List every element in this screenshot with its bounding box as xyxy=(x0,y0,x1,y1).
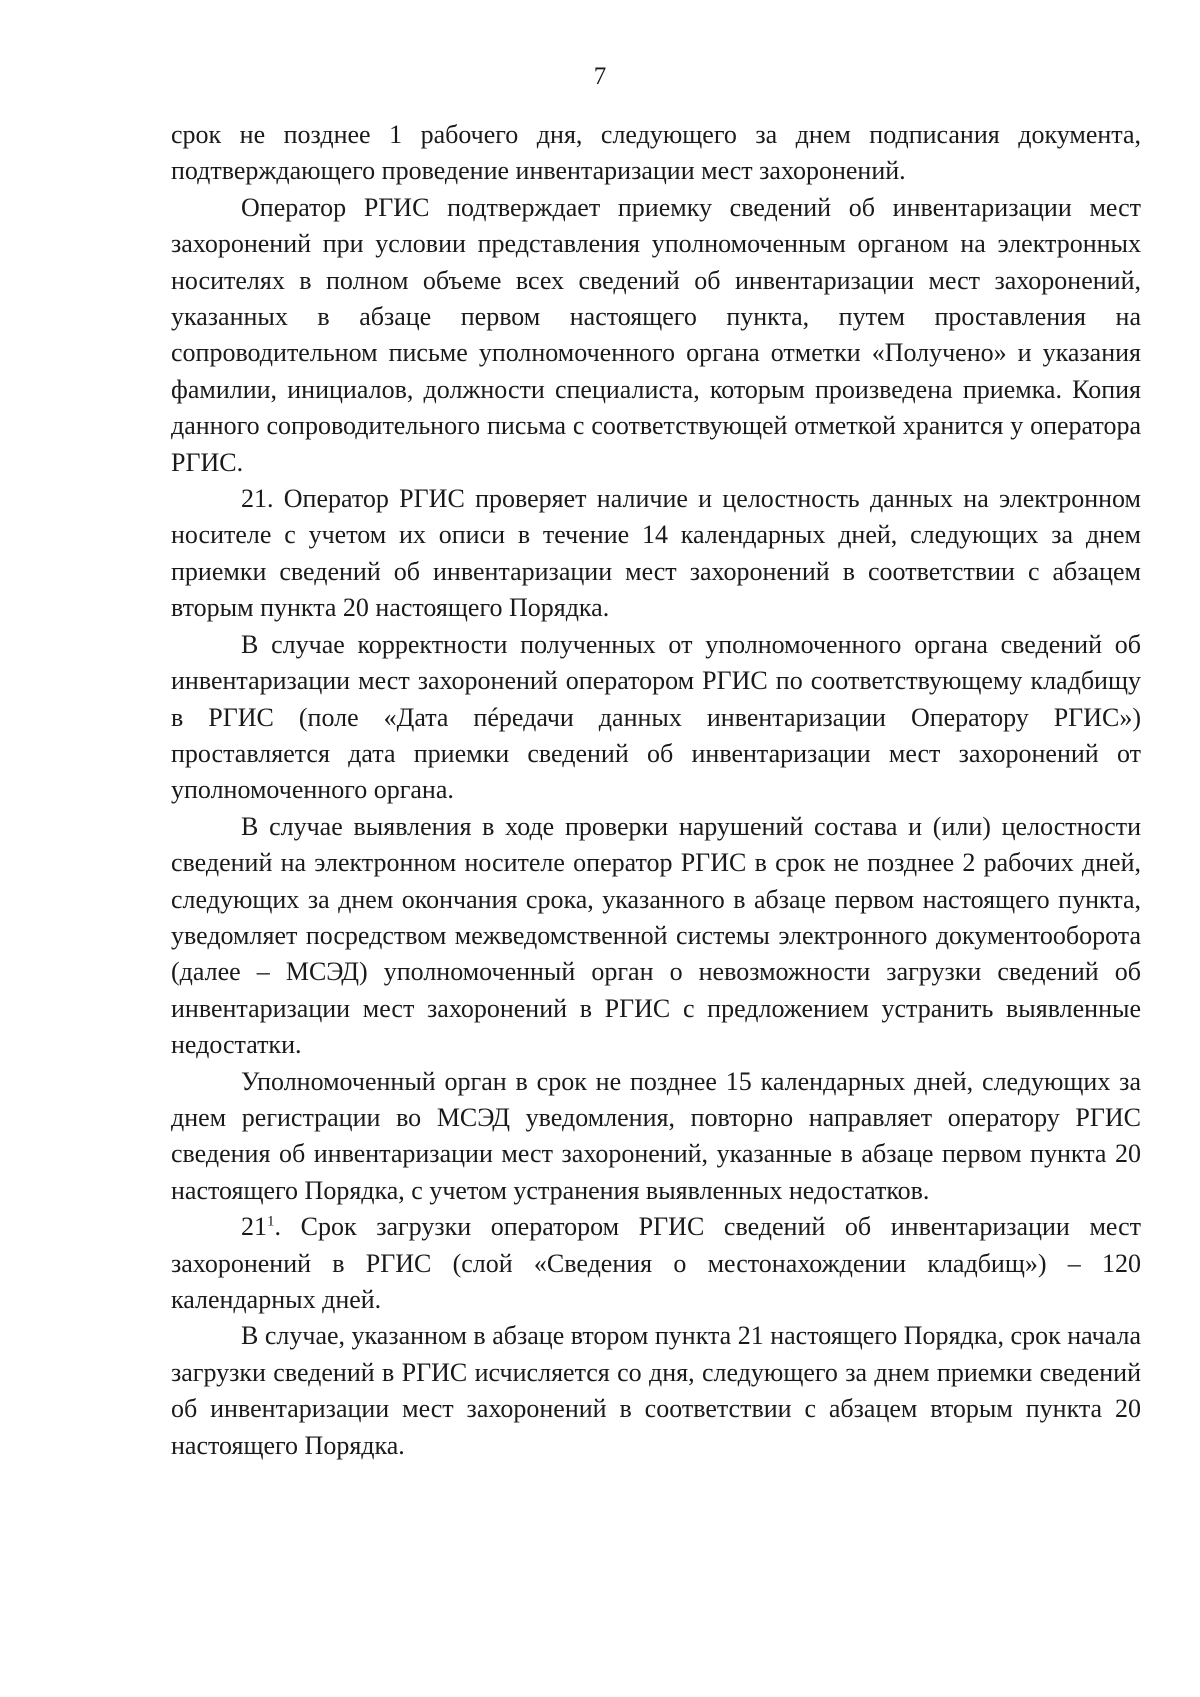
paragraph-violation-case: В случае выявления в ходе проверки нарушений состава и (или) целостности сведений на электронном носителе оператор РГИС в срок не позднее 2 рабочих дней, следующих за днем окончания срока, указанного в абзаце первом настоящего пункта, уведомляет посредством межведомственной системы электронного документооборота (далее – МСЭД) уполномоченный орган о невозможности загрузки сведений об инвентаризации мест захоронений в РГИС с предложением устранить выявленные недостатки. xyxy=(171,811,1141,1060)
paragraph-correctness-case: В случае корректности полученных от уполномоченного органа сведений об инвентаризации мест захоронений оператором РГИС по соответствующему кладбищу в РГИС (поле «Дата пéредачи данных инвентаризации Оператору РГИС») проставляется дата приемки сведений об инвентаризации мест захоронений от уполномоченного органа. xyxy=(171,629,1141,805)
item-number: 21 xyxy=(241,1212,267,1242)
paragraph-load-start: В случае, указанном в абзаце втором пункта 21 настоящего Порядка, срок начала загрузки сведений в РГИС исчисляется со дня, следующего за днем приемки сведений об инвентаризации мест захоронений в соответствии с абзацем вторым пункта 20 настоящего Порядка. xyxy=(171,1321,1141,1460)
paragraph-item-21-1 xyxy=(171,1209,1141,1318)
paragraph-continuation: срок не позднее 1 рабочего дня, следующего за днем подписания документа, подтверждающего проведение инвентаризации мест захоронений. xyxy=(171,120,1141,186)
item-superscript: 1 xyxy=(267,1213,275,1230)
paragraph-resubmission: Уполномоченный орган в срок не позднее 15 календарных дней, следующих за днем регистрации во МСЭД уведомления, повторно направляет оператору РГИС сведения об инвентаризации мест захоронений, указанные в абзаце первом пункта 20 настоящего Порядка, с учетом устранения выявленных недостатков. xyxy=(171,1066,1141,1205)
paragraph-operator-confirmation: Оператор РГИС подтверждает приемку сведений об инвентаризации мест захоронений при условии представления уполномоченным органом на электронных носителях в полном объеме всех сведений об инвентаризации мест захоронений, указанных в абзаце первом настоящего пункта, путем проставления на сопроводительном письме уполномоченного органа отметки «Получено» и указания фамилии, инициалов, должности специалиста, которым произведена приемка. Копия данного сопроводительного письма с соответствующей отметкой хранится у оператора РГИС. xyxy=(171,192,1141,477)
page-number: 7 xyxy=(593,63,607,90)
item-text: . Срок загрузки оператором РГИС сведений об инвентаризации мест захоронений в РГИС (слой «Сведения о местонахождении кладбищ») – 120 календарных дней. xyxy=(171,1212,1141,1314)
document-body xyxy=(171,117,1141,1464)
paragraph-item-21: 21. Оператор РГИС проверяет наличие и целостность данных на электронном носителе с учетом их описи в течение 14 календарных дней, следующих за днем приемки сведений об инвентаризации мест захоронений в соответствии с абзацем вторым пункта 20 настоящего Порядка. xyxy=(171,484,1141,623)
